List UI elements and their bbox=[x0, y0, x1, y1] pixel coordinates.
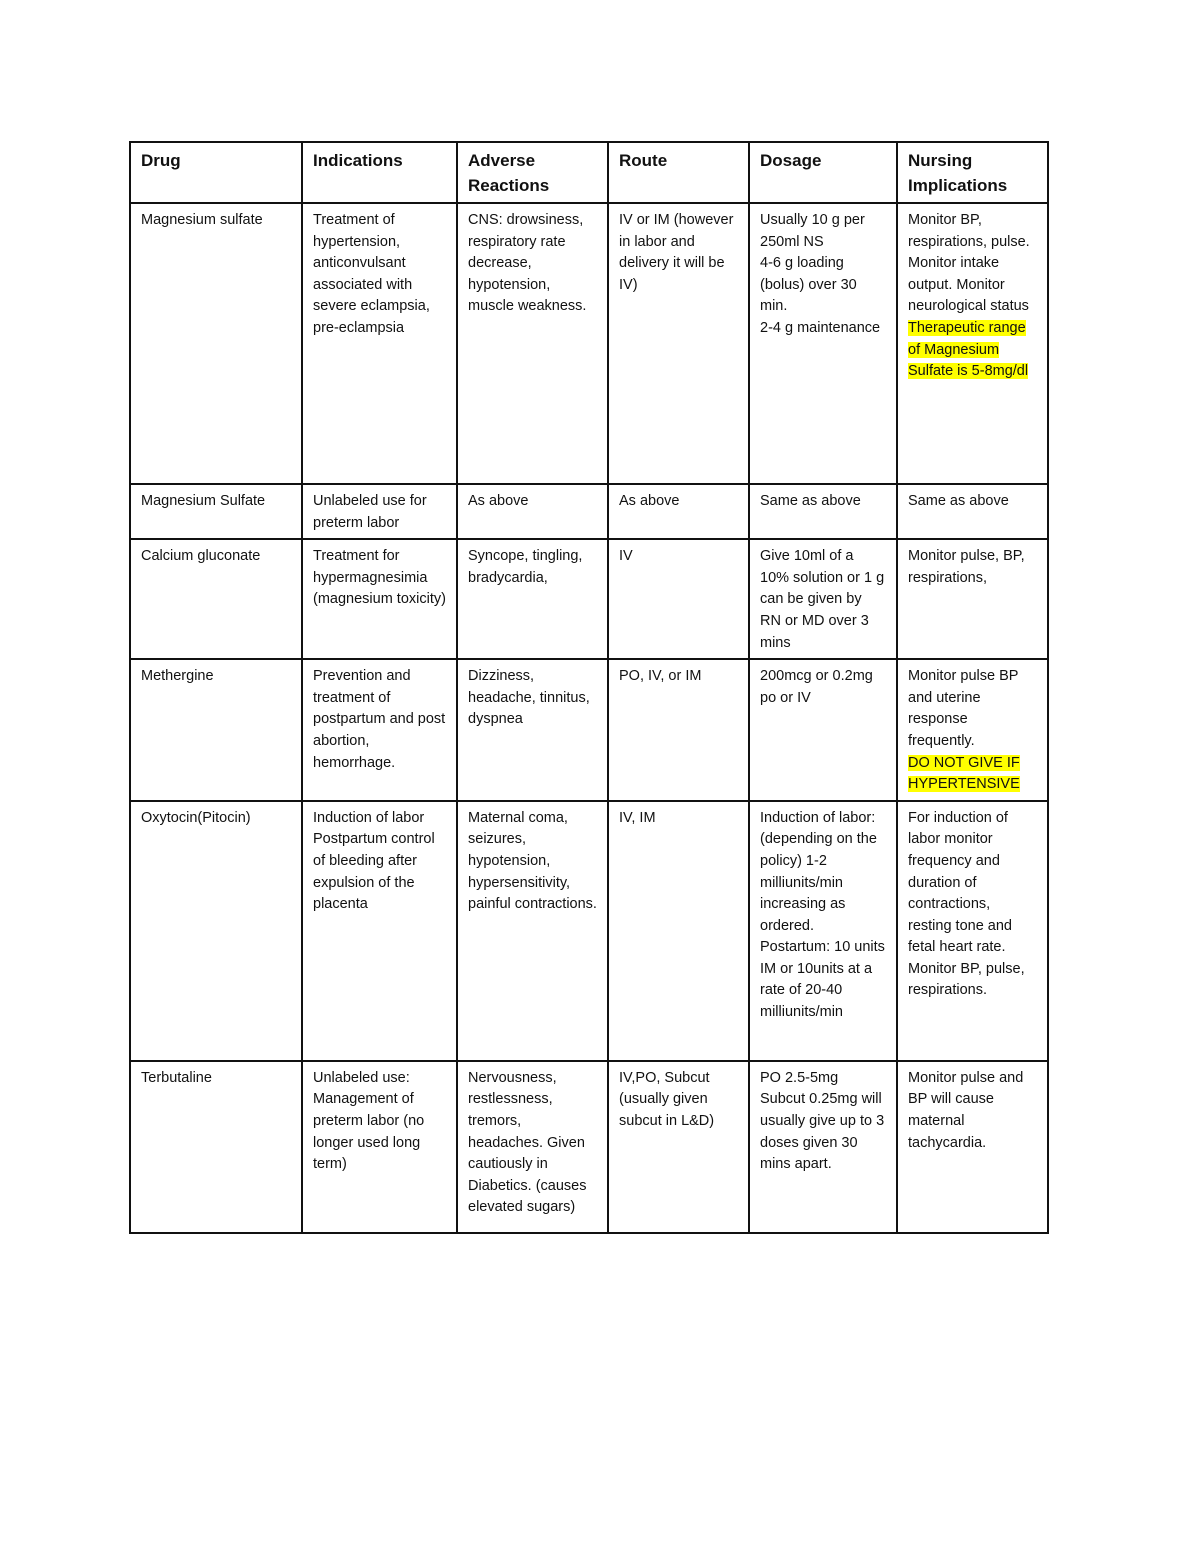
header-adverse-reactions: Adverse Reactions bbox=[457, 142, 608, 203]
header-dosage: Dosage bbox=[749, 142, 897, 203]
adverse-cell: Dizziness, headache, tinnitus, dyspnea bbox=[457, 659, 608, 801]
indications-cell: Treatment of hypertension, anticonvulsant associated with severe eclampsia, pre-eclampsia bbox=[302, 203, 457, 484]
drug-cell: Calcium gluconate bbox=[130, 539, 302, 659]
nursing-cell bbox=[897, 203, 1048, 484]
indications-cell: Unlabeled use for preterm labor bbox=[302, 484, 457, 539]
adverse-cell: Maternal coma, seizures, hypotension, hypersensitivity, painful contractions. bbox=[457, 801, 608, 1061]
adverse-cell: Syncope, tingling, bradycardia, bbox=[457, 539, 608, 659]
route-cell: As above bbox=[608, 484, 749, 539]
header-indications: Indications bbox=[302, 142, 457, 203]
dosage-cell: Same as above bbox=[749, 484, 897, 539]
dosage-cell bbox=[749, 801, 897, 1061]
drug-table bbox=[129, 141, 1049, 1234]
nursing-cell bbox=[897, 659, 1048, 801]
drug-cell: Oxytocin(Pitocin) bbox=[130, 801, 302, 1061]
dosage-cell: 200mcg or 0.2mg po or IV bbox=[749, 659, 897, 801]
highlighted-warning: DO NOT GIVE IF HYPERTENSIVE bbox=[908, 754, 1020, 793]
indications-cell: Unlabeled use: Management of preterm labor (no longer used long term) bbox=[302, 1061, 457, 1233]
header-nursing-implications: Nursing Implications bbox=[897, 142, 1048, 203]
route-cell: IV,PO, Subcut (usually given subcut in L&D) bbox=[608, 1061, 749, 1233]
nursing-cell: Same as above bbox=[897, 484, 1048, 539]
header-row bbox=[130, 142, 1048, 203]
nursing-text: Monitor BP, respirations, pulse. Monitor intake output. Monitor neurological status bbox=[908, 212, 1034, 315]
drug-cell: Terbutaline bbox=[130, 1061, 302, 1233]
dosage-line: Induction of labor: (depending on the policy) 1-2 milliunits/min increasing as ordered. bbox=[760, 809, 881, 934]
drug-cell: Methergine bbox=[130, 659, 302, 801]
table-row bbox=[130, 1061, 1048, 1233]
dosage-line: 4-6 g loading (bolus) over 30 min. bbox=[760, 255, 861, 315]
drug-cell: Magnesium sulfate bbox=[130, 203, 302, 484]
adverse-cell: As above bbox=[457, 484, 608, 539]
dosage-line: 2-4 g maintenance bbox=[760, 319, 881, 336]
highlighted-warning: Therapeutic range of Magnesium Sulfate is 5-8mg/dl bbox=[908, 319, 1029, 380]
dosage-cell: PO 2.5-5mg Subcut 0.25mg will usually give up to 3 doses given 30 mins apart. bbox=[749, 1061, 897, 1233]
adverse-cell: Nervousness, restlessness, tremors, headaches. Given cautiously in Diabetics. (causes elevated sugars) bbox=[457, 1061, 608, 1233]
dosage-line: Postartum: 10 units IM or 10units at a rate of 20-40 milliunits/min bbox=[760, 939, 889, 1021]
indication-line: Postpartum control of bleeding after expulsion of the placenta bbox=[313, 831, 439, 913]
table-row bbox=[130, 659, 1048, 801]
nursing-cell: Monitor pulse, BP, respirations, bbox=[897, 539, 1048, 659]
nursing-cell: For induction of labor monitor frequency and duration of contractions, resting tone and fetal heart rate. Monitor BP, pulse, respirations. bbox=[897, 801, 1048, 1061]
header-route: Route bbox=[608, 142, 749, 203]
header-drug: Drug bbox=[130, 142, 302, 203]
drug-cell: Magnesium Sulfate bbox=[130, 484, 302, 539]
indication-line: Induction of labor bbox=[313, 809, 425, 826]
table-row bbox=[130, 203, 1048, 484]
indications-cell: Treatment for hypermagnesimia (magnesium toxicity) bbox=[302, 539, 457, 659]
table-row bbox=[130, 484, 1048, 539]
route-cell: PO, IV, or IM bbox=[608, 659, 749, 801]
route-cell: IV bbox=[608, 539, 749, 659]
nursing-cell: Monitor pulse and BP will cause maternal tachycardia. bbox=[897, 1061, 1048, 1233]
adverse-cell: CNS: drowsiness, respiratory rate decrease, hypotension, muscle weakness. bbox=[457, 203, 608, 484]
nursing-text: Monitor pulse BP and uterine response frequently. bbox=[908, 668, 1023, 749]
route-cell: IV or IM (however in labor and delivery it will be IV) bbox=[608, 203, 749, 484]
dosage-cell: Give 10ml of a 10% solution or 1 g can be given by RN or MD over 3 mins bbox=[749, 539, 897, 659]
dosage-line: Usually 10 g per 250ml NS bbox=[760, 212, 869, 250]
indications-cell bbox=[302, 801, 457, 1061]
table-row bbox=[130, 801, 1048, 1061]
table-row bbox=[130, 539, 1048, 659]
dosage-cell bbox=[749, 203, 897, 484]
route-cell: IV, IM bbox=[608, 801, 749, 1061]
indications-cell: Prevention and treatment of postpartum and post abortion, hemorrhage. bbox=[302, 659, 457, 801]
